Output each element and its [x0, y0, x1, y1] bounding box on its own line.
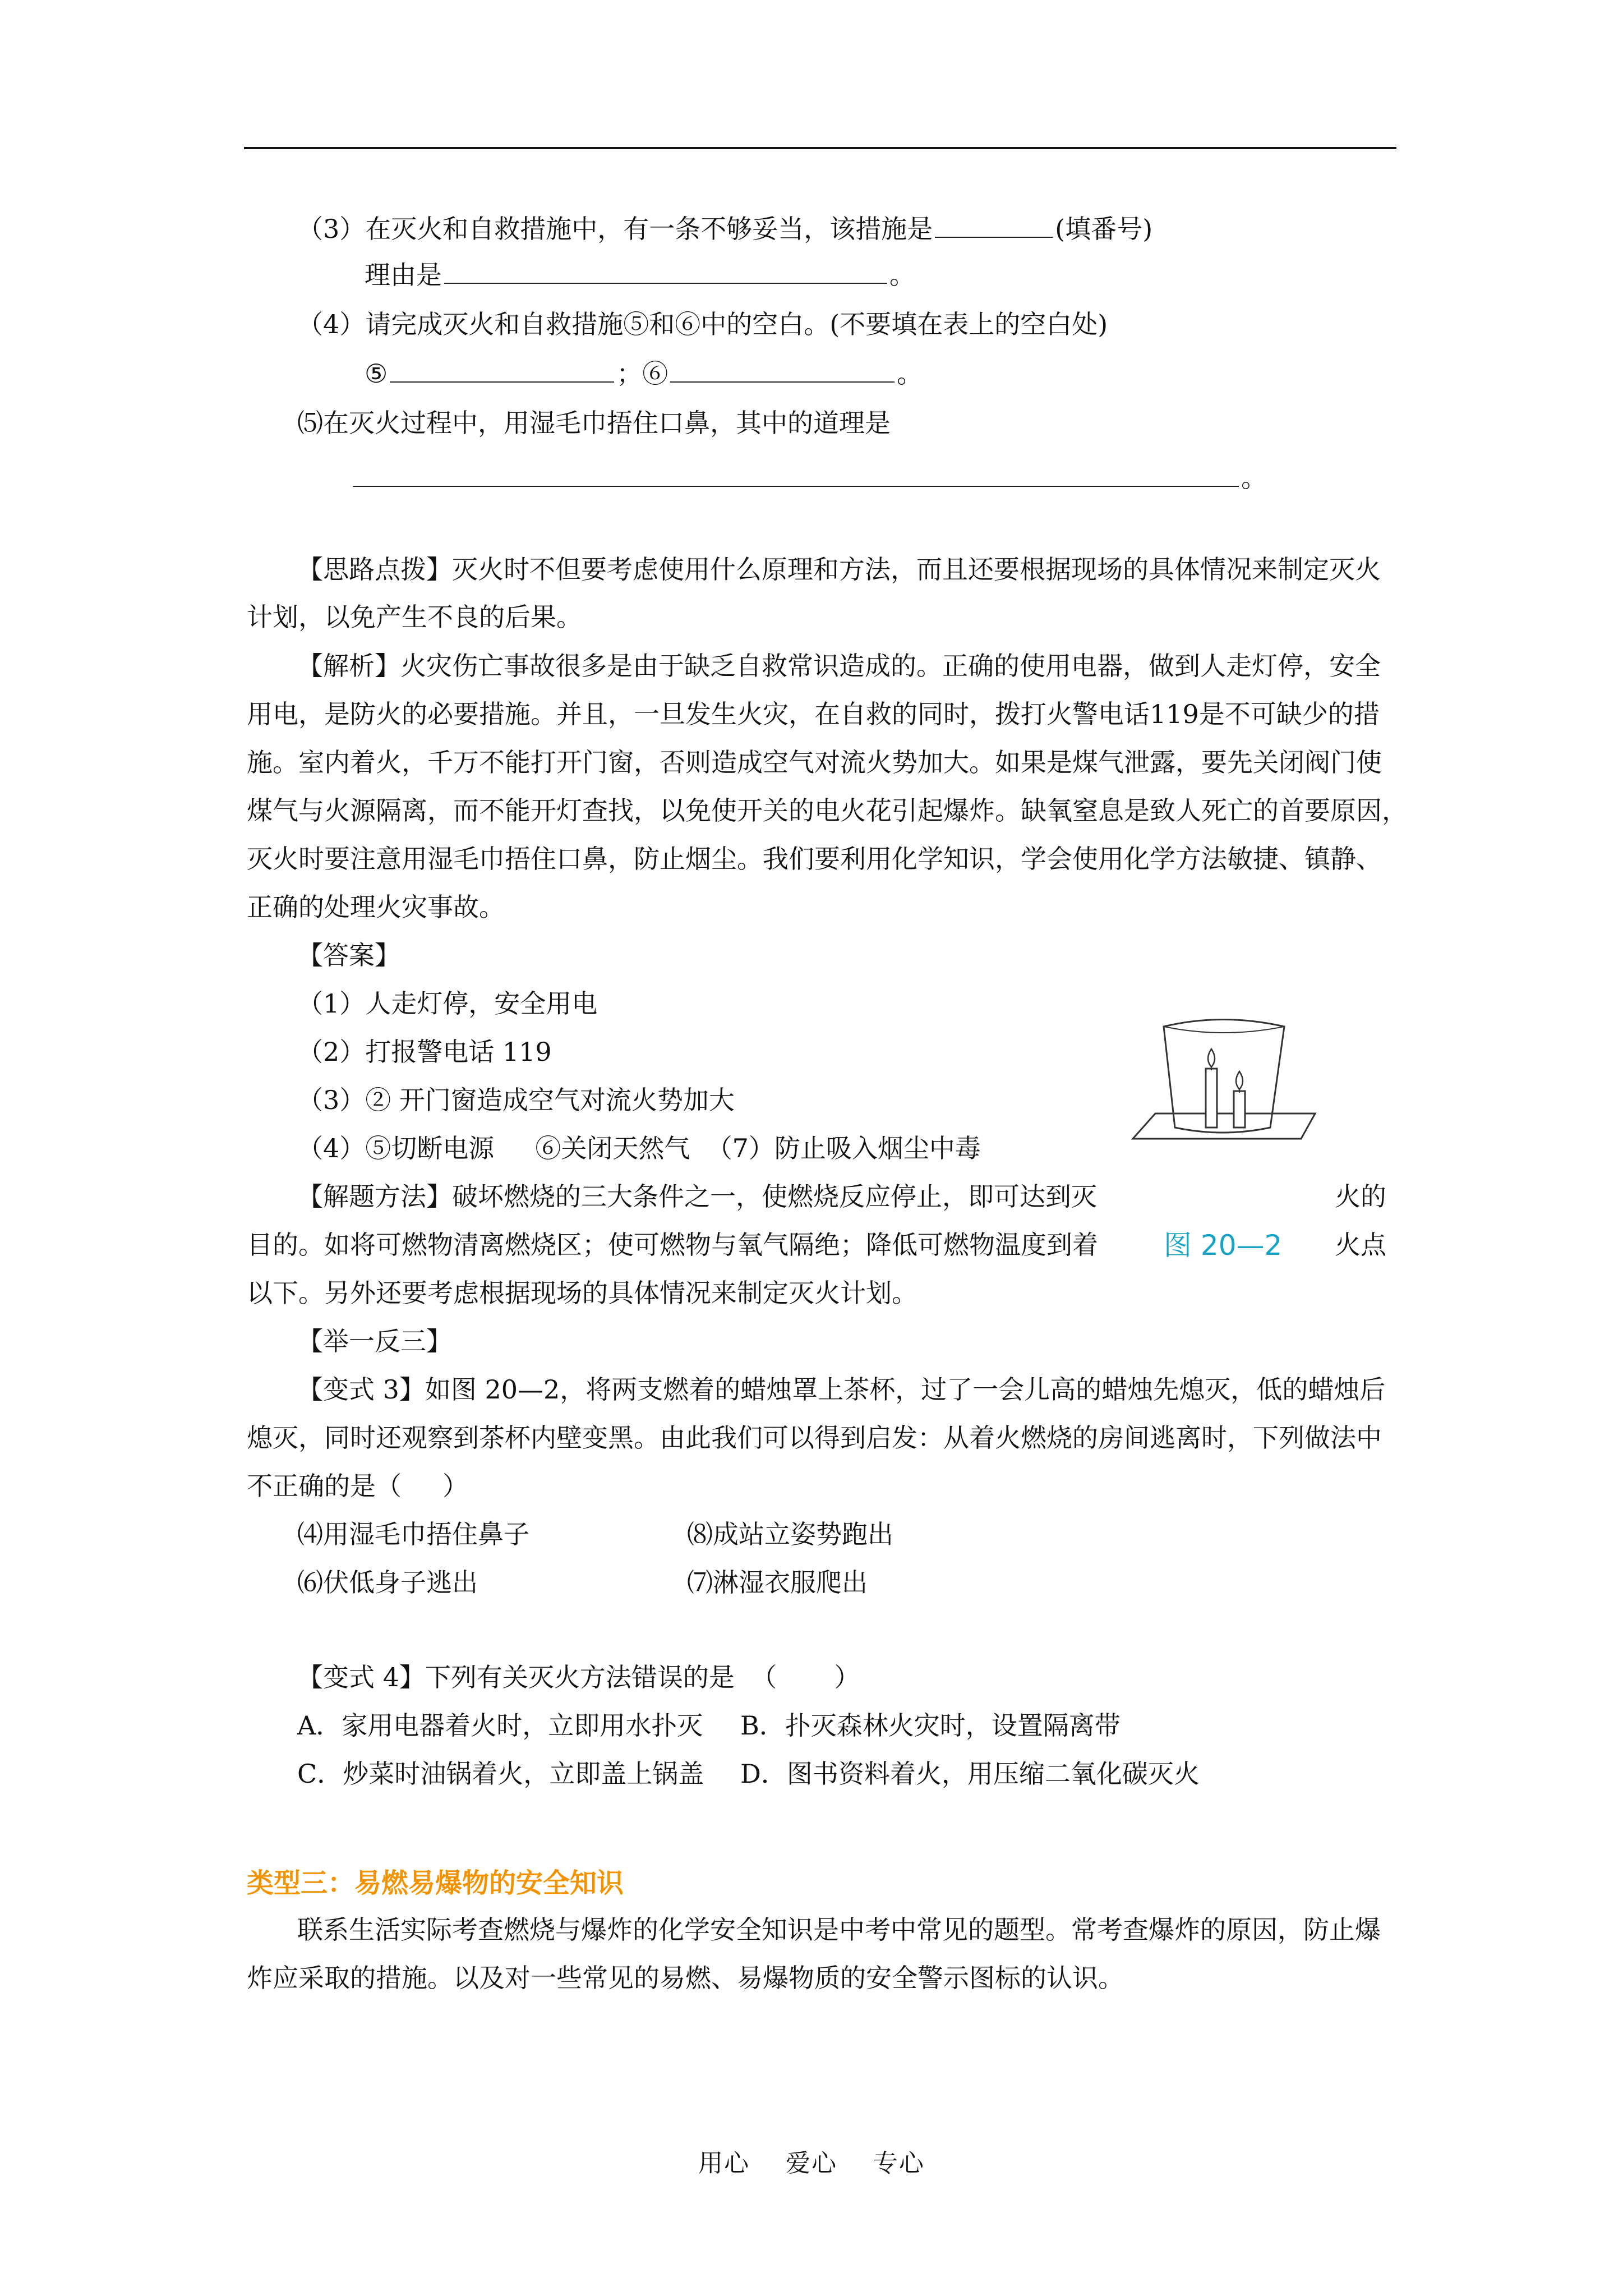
cup-rim [1164, 1027, 1284, 1033]
answer-heading: 【答案】 [297, 940, 400, 970]
question-4-line-2 [365, 357, 923, 390]
variant-4-option-b: B．扑灭森林火灾时，设置隔离带 [740, 1710, 1121, 1741]
answer-2: （2）打报警电话 119 [297, 1037, 552, 1067]
practice-heading: 【举一反三】 [297, 1326, 452, 1356]
question-3-line-1 [297, 212, 1152, 246]
question-4-line-1: （4）请完成灭火和自救措施⑤和⑥中的空白。(不要填在表上的空白处) [297, 309, 1108, 339]
method-line-1-right: 火的 [1335, 1181, 1386, 1212]
variant-3-option-c: ⑹伏低身子逃出 [297, 1567, 478, 1598]
question-3-end: 。 [889, 260, 915, 290]
short-candle [1234, 1091, 1245, 1128]
hint-line-2: 计划，以免产生不良的后果。 [247, 602, 582, 632]
base-plate [1133, 1114, 1315, 1139]
question-5-line-2 [351, 461, 1267, 495]
section-3-paragraph-line-1: 联系生活实际考查燃烧与爆炸的化学安全知识是中考中常见的题型。常考查爆炸的原因，防止爆 [297, 1915, 1381, 1945]
answer-4: （4）⑤切断电源 ⑥关闭天然气 （7）防止吸入烟尘中毒 [297, 1133, 981, 1163]
question-3-reason-label: 理由是 [365, 260, 442, 290]
explanation-line-1: 【解析】火灾伤亡事故很多是由于缺乏自救常识造成的。正确的使用电器，做到人走灯停，安全 [297, 651, 1381, 681]
variant-3-option-d: ⑺淋湿衣服爬出 [687, 1567, 868, 1598]
short-candle-flame [1236, 1071, 1243, 1089]
method-line-2-right: 火点 [1335, 1230, 1386, 1260]
question-3-text: （3）在灭火和自救措施中，有一条不够妥当，该措施是 [297, 214, 933, 244]
method-line-2-left: 目的。如将可燃物清离燃烧区；使可燃物与氧气隔绝；降低可燃物温度到着 [247, 1230, 1098, 1260]
question-5-end: 。 [1241, 463, 1267, 493]
question-5-line-1: ⑸在灭火过程中，用湿毛巾捂住口鼻，其中的道理是 [297, 408, 891, 438]
variant-3-line-3: 不正确的是（ ） [247, 1471, 469, 1501]
variant-4-line-1: 【变式 4】下列有关灭火方法错误的是 （ ） [297, 1662, 860, 1692]
explanation-line-6: 正确的处理火灾事故。 [247, 892, 505, 922]
variant-3-option-b: ⑻成站立姿势跑出 [687, 1519, 893, 1549]
page-footer: 用心 爱心 专心 [698, 2149, 925, 2178]
hint-line-1: 【思路点拨】灭火时不但要考虑使用什么原理和方法，而且还要根据现场的具体情况来制定灭火 [297, 554, 1381, 585]
variant-3-line-1: 【变式 3】如图 20—2，将两支燃着的蜡烛罩上茶杯，过了一会儿高的蜡烛先熄灭，低的蜡烛后 [297, 1374, 1386, 1405]
explanation-line-2: 用电，是防火的必要措施。并且，一旦发生火灾，在自救的同时，拨打火警电话119是不可缺少的措 [247, 699, 1380, 729]
variant-3-line-2: 熄灭，同时还观察到茶杯内壁变黑。由此我们可以得到启发：从着火燃烧的房间逃离时，下列做法中 [247, 1423, 1382, 1453]
method-line-1-left: 【解题方法】破坏燃烧的三大条件之一，使燃烧反应停止，即可达到灭 [297, 1181, 1097, 1212]
section-3-paragraph-line-2: 炸应采取的措施。以及对一些常见的易燃、易爆物质的安全警示图标的认识。 [247, 1963, 1124, 1993]
explanation-line-4: 煤气与火源隔离，而不能开灯查找，以免使开关的电火花引起爆炸。缺氧窒息是致人死亡的首要原因， [247, 795, 1408, 826]
header-rule [244, 147, 1396, 149]
variant-4-option-c: C．炒菜时油锅着火，立即盖上锅盖 [297, 1759, 704, 1789]
question-3-suffix: (填番号) [1055, 214, 1153, 244]
explanation-line-3: 施。室内着火，千万不能打开门窗，否则造成空气对流火势加大。如果是煤气泄露，要先关闭阀门使 [247, 747, 1382, 777]
question-3-line-2 [365, 258, 915, 292]
answer-blank-5[interactable] [353, 461, 1239, 487]
question-4-circle-5: ⑤ [365, 358, 388, 389]
variant-4-option-d: D．图书资料着火，用压缩二氧化碳灭火 [740, 1759, 1200, 1789]
variant-4-option-a: A．家用电器着火时，立即用水扑灭 [297, 1710, 703, 1741]
figure-caption: 图 20—2 [1164, 1229, 1283, 1262]
candle-cup-figure [1122, 1004, 1324, 1184]
answer-blank-4-5[interactable] [390, 357, 614, 383]
tall-candle-flame [1208, 1049, 1215, 1067]
answer-blank-4-6[interactable] [670, 357, 895, 383]
answer-3: （3）② 开门窗造成空气对流火势加大 [297, 1085, 735, 1115]
answer-1: （1）人走灯停，安全用电 [297, 988, 598, 1019]
question-4-separator: ；⑥ [616, 358, 668, 389]
answer-blank-3b[interactable] [444, 258, 887, 284]
question-4-end: 。 [897, 358, 923, 389]
answer-blank-3a[interactable] [935, 212, 1053, 238]
tall-candle [1206, 1069, 1217, 1128]
explanation-line-5: 灭火时要注意用湿毛巾捂住口鼻，防止烟尘。我们要利用化学知识，学会使用化学方法敏捷、镇静、 [247, 844, 1382, 874]
variant-3-option-a: ⑷用湿毛巾捂住鼻子 [297, 1519, 529, 1549]
method-line-3: 以下。另外还要考虑根据现场的具体情况来制定灭火计划。 [247, 1278, 917, 1308]
inverted-cup [1164, 1020, 1284, 1133]
section-3-title: 类型三：易燃易爆物的安全知识 [247, 1867, 624, 1899]
